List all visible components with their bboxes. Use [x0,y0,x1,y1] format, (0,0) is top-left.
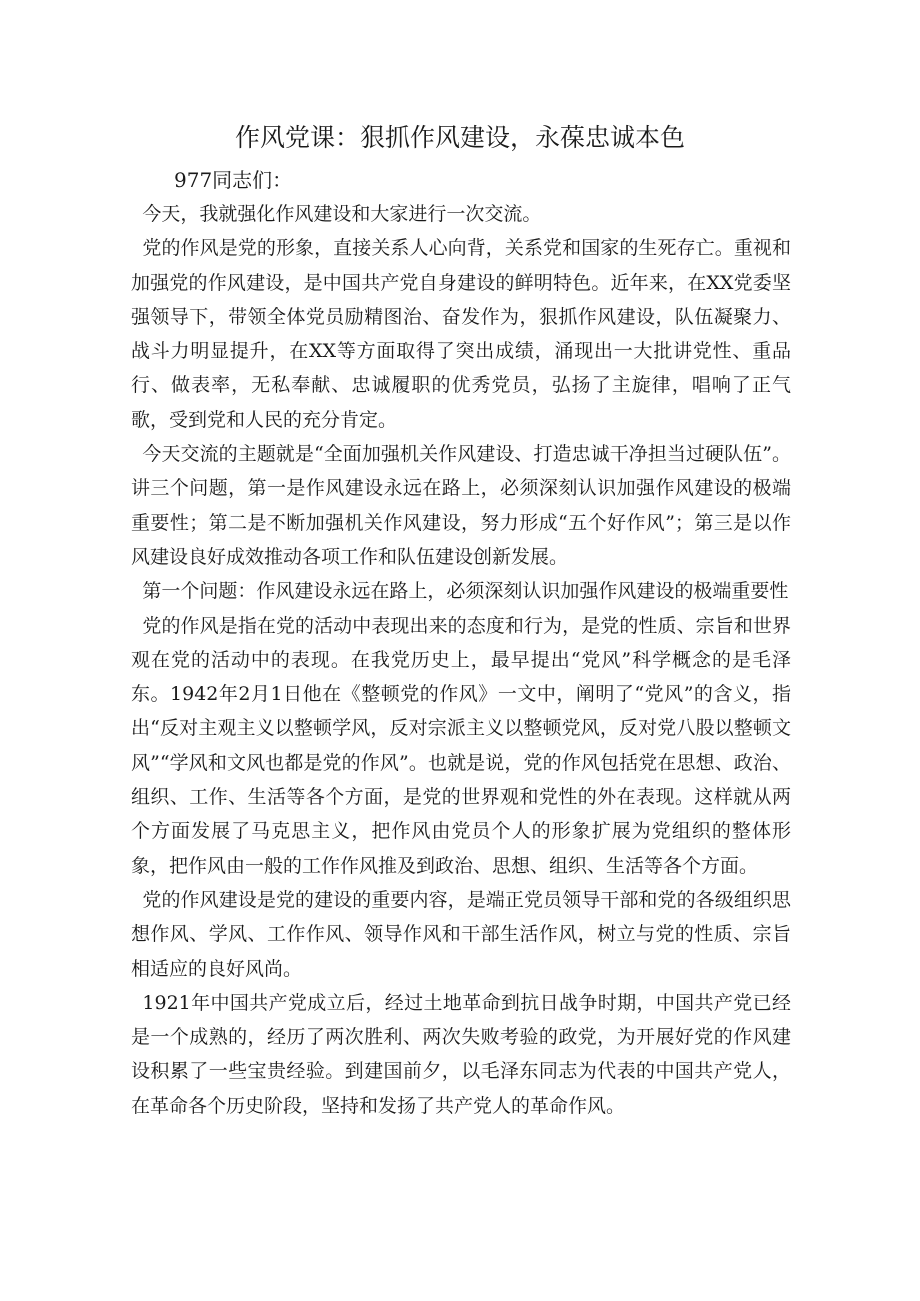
paragraph: 党的作风建设是党的建设的重要内容，是端正党员领导干部和党的各级组织思想作风、学风、工作作风、领导作风和干部生活作风，树立与党的性质、宗旨相适应的良好风尚。 [131,888,791,980]
paragraph: 1921年中国共产党成立后，经过土地革命到抗日战争时期，中国共产党已经是一个成熟的，经历了两次胜利、两次失败考验的政党，为开展好党的作风建设积累了一些宝贵经验。到建国前夕，以毛泽东同志为代表的中国共产党人，在革命各个历史阶段，坚持和发扬了共产党人的革命作风。 [131,991,791,1117]
paragraph: 今天，我就强化作风建设和大家进行一次交流。 [142,203,542,225]
document-body [131,197,791,1123]
section-heading: 第一个问题：作风建设永远在路上，必须深刻认识加强作风建设的极端重要性 [142,580,789,603]
page-title: 作风党课：狠抓作风建设，永葆忠诚本色 [234,123,685,152]
paragraph: 党的作风是指在党的活动中表现出来的态度和行为，是党的性质、宗旨和世界观在党的活动中的表现。在我党历史上，最早提出“党风”科学概念的是毛泽东。1942年2月1日他在《整顿党的作风》一文中，阐明了“党风”的含义，指出“反对主观主义以整顿学风，反对宗派主义以整顿党风，反对党八股以整顿文风”“学风和文风也都是党的作风”。也就是说，党的作风包括党在思想、政治、组织、工作、生活等各个方面，是党的世界观和党性的外在表现。这样就从两个方面发展了马克思主义，把作风由党员个人的形象扩展为党组织的整体形象，把作风由一般的工作作风推及到政治、思想、组织、生活等各个方面。 [131,614,791,877]
paragraph: 党的作风是党的形象，直接关系人心向背，关系党和国家的生死存亡。重视和加强党的作风建设，是中国共产党自身建设的鲜明特色。近年来，在XX党委坚强领导下，带领全体党员励精图治、奋发作为，狠抓作风建设，队伍凝聚力、战斗力明显提升，在XX等方面取得了突出成绩，涌现出一大批讲党性、重品行、做表率，无私奉献、忠诚履职的优秀党员，弘扬了主旋律，唱响了正气歌，受到党和人民的充分肯定。 [131,237,791,431]
salutation: 977同志们： [174,168,293,192]
paragraph: 今天交流的主题就是“全面加强机关作风建设、打造忠诚干净担当过硬队伍”。讲三个问题，第一是作风建设永远在路上，必须深刻认识加强作风建设的极端重要性；第二是不断加强机关作风建设，努力形成“五个好作风”；第三是以作风建设良好成效推动各项工作和队伍建设创新发展。 [131,443,791,568]
